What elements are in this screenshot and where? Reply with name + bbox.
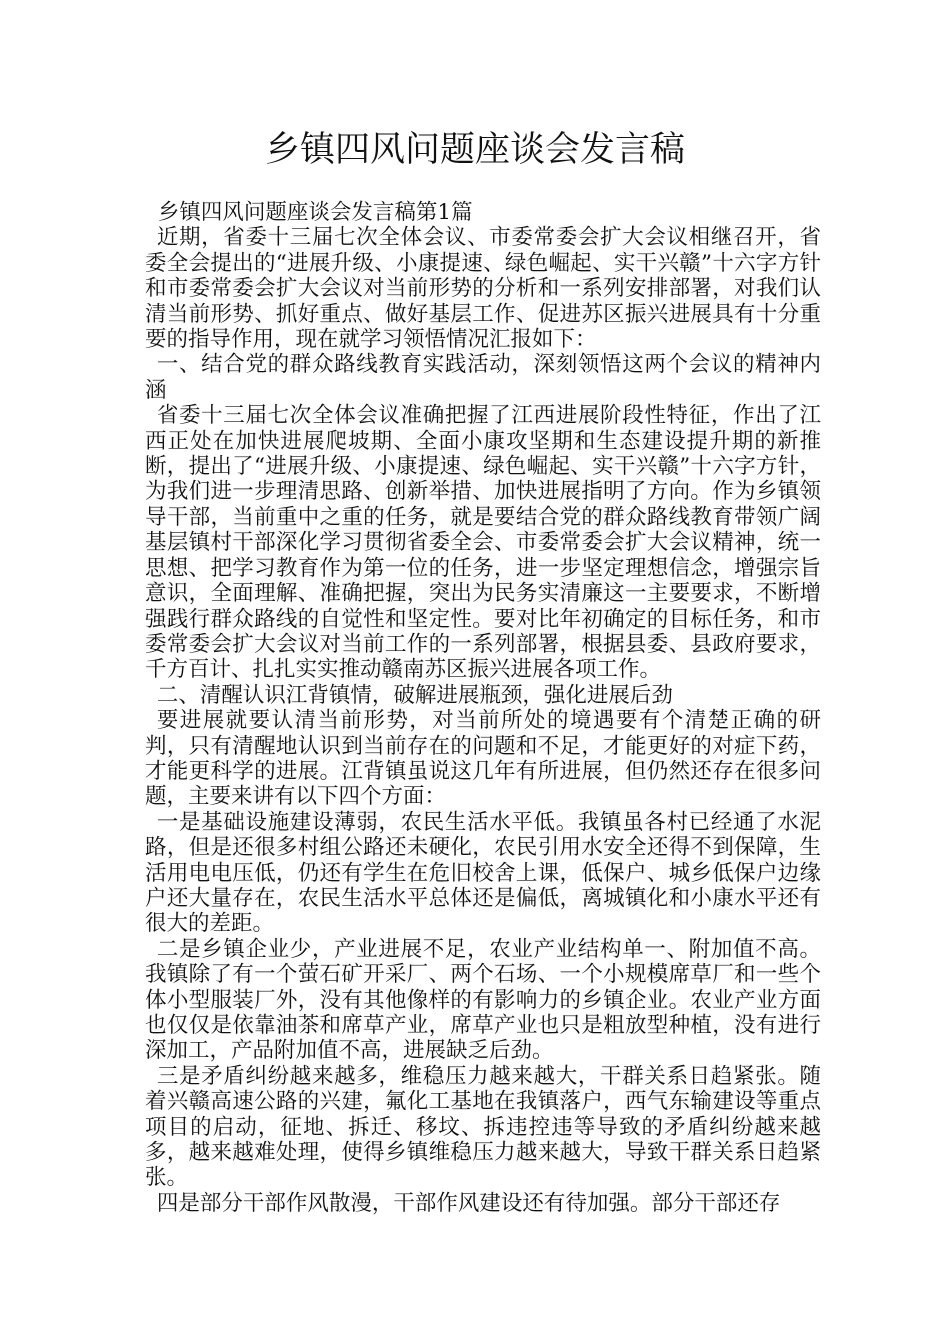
body-paragraph: 要进展就要认清当前形势，对当前所处的境遇要有个清楚正确的研判，只有清醒地认识到当前存在的问题和不足，才能更好的对症下药，才能更科学的进展。江背镇虽说这几年有所进展，但仍然还存在很多问题，主要来讲有以下四个方面： bbox=[145, 708, 821, 810]
body-paragraph: 一是基础设施建设薄弱，农民生活水平低。我镇虽各村已经通了水泥路，但是还很多村组公路还未硬化，农民引用水安全还得不到保障，生活用电电压低，仍还有学生在危旧校舍上课，低保户、城乡低保户边缘户还大量存在，农民生活水平总体还是偏低，离城镇化和小康水平还有很大的差距。 bbox=[145, 809, 821, 937]
section-heading: 一、结合党的群众路线教育实践活动，深刻领悟这两个会议的精神内涵 bbox=[145, 352, 821, 403]
document-body bbox=[145, 200, 821, 1216]
body-paragraph: 近期，省委十三届七次全体会议、市委常委会扩大会议相继召开，省委全会提出的“进展升级、小康提速、绿色崛起、实干兴赣”十六字方针和市委常委会扩大会议对当前形势的分析和一系列安排部署，对我们认清当前形势、抓好重点、做好基层工作、促进苏区振兴进展具有十分重要的指导作用，现在就学习领悟情况汇报如下： bbox=[145, 225, 821, 353]
body-paragraph: 四是部分干部作风散漫，干部作风建设还有待加强。部分干部还存 bbox=[156, 1190, 781, 1216]
section-heading: 乡镇四风问题座谈会发言稿第1篇 bbox=[157, 200, 473, 225]
body-paragraph: 省委十三届七次全体会议准确把握了江西进展阶段性特征，作出了江西正处在加快进展爬坡期、全面小康攻坚期和生态建设提升期的新推断，提出了“进展升级、小康提速、绿色崛起、实干兴赣”十六字方针，为我们进一步理清思路、创新举措、加快进展指明了方向。作为乡镇领导干部，当前重中之重的任务，就是要结合党的群众路线教育带领广阔基层镇村干部深化学习贯彻省委全会、市委常委会扩大会议精神，统一思想、把学习教育作为第一位的任务，进一步坚定理想信念，增强宗旨意识，全面理解、准确把握，突出为民务实清廉这一主要要求，不断增强践行群众路线的自觉性和坚定性。要对比年初确定的目标任务，和市委常委会扩大会议对当前工作的一系列部署，根据县委、县政府要求，千方百计、扎扎实实推动赣南苏区振兴进展各项工作。 bbox=[145, 403, 821, 683]
section-heading: 二、清醒认识江背镇情，破解进展瓶颈，强化进展后劲 bbox=[156, 682, 673, 708]
body-paragraph: 二是乡镇企业少，产业进展不足，农业产业结构单一、附加值不高。我镇除了有一个萤石矿开采厂、两个石场、一个小规模席草厂和一些个体小型服装厂外，没有其他像样的有影响力的乡镇企业。农业产业方面也仅仅是依靠油茶和席草产业，席草产业也只是粗放型种植，没有进行深加工，产品附加值不高，进展缺乏后劲。 bbox=[145, 936, 821, 1064]
body-paragraph: 三是矛盾纠纷越来越多，维稳压力越来越大，干群关系日趋紧张。随着兴赣高速公路的兴建，氟化工基地在我镇落户，西气东输建设等重点项目的启动，征地、拆迁、移坟、拆违控违等导致的矛盾纠纷越来越多，越来越难处理，使得乡镇维稳压力越来越大，导致干群关系日趋紧张。 bbox=[145, 1063, 821, 1191]
document-title: 乡镇四风问题座谈会发言稿 bbox=[264, 130, 685, 170]
